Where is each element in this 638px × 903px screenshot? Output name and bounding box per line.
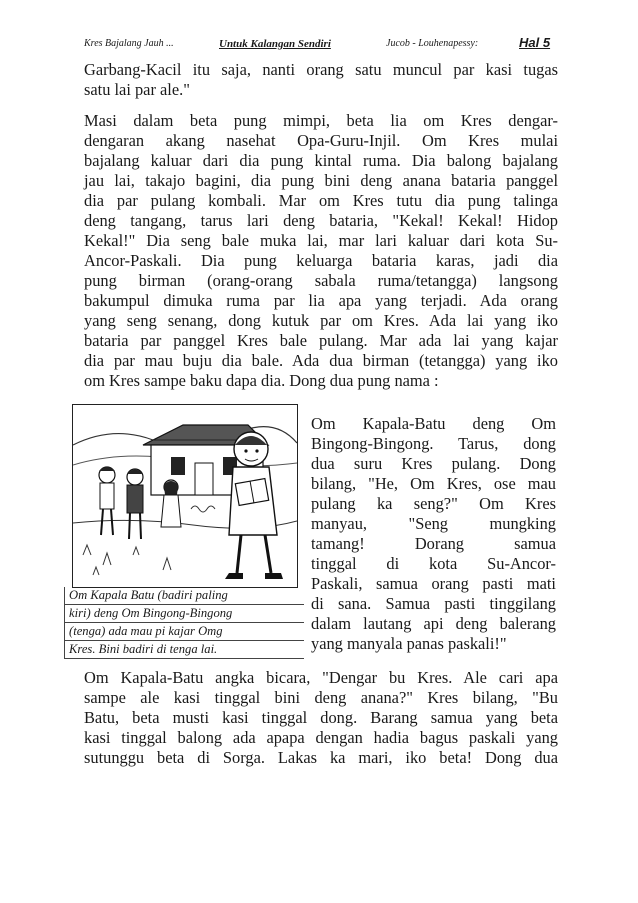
text-line: pung birman (orang-orang sabala ruma/tetangga) langsong xyxy=(84,271,558,290)
side-text-line: pulang ka seng?" Om Kres xyxy=(311,494,556,513)
text-line: om Kres sampe baku dapa dia. Dong dua pung nama : xyxy=(84,371,439,390)
side-text-line: di sana. Samua pasti tinggilang xyxy=(311,594,556,613)
side-text-line: bilang, "He, Om Kres, ose mau xyxy=(311,474,556,493)
text-line: deng tangang, tarus lari deng bataria, "Kekal! Kekal! Hidop xyxy=(84,211,558,230)
illustration-figure xyxy=(64,404,304,664)
figure-caption xyxy=(64,587,304,659)
text-line: bakumpul dimuka ruma par lia apa yang terjadi. Ada orang xyxy=(84,291,558,310)
illustration xyxy=(72,404,298,588)
side-text-line: Bingong-Bingong. Tarus, dong xyxy=(311,434,556,453)
text-line: satu lai par ale." xyxy=(84,80,190,99)
side-text-line: Paskali, samua orang pasti mati xyxy=(311,574,556,593)
header-notice: Untuk Kalangan Sendiri xyxy=(219,38,331,50)
text-line: Om Kapala-Batu angka bicara, "Dengar bu Kres. Ale cari apa xyxy=(84,668,558,687)
text-line: bajalang kaluar dari dia pung kintal ruma. Dia balong bajalang xyxy=(84,151,558,170)
text-line: bataria par panggel Kres bale pulang. Mar ada lai yang kajar xyxy=(84,331,558,350)
text-line: dengaran akang nasehat Opa-Guru-Injil. Om Kres mulai xyxy=(84,131,558,150)
caption-line: Om Kapala Batu (badiri paling xyxy=(64,587,304,605)
text-line: Batu, beta musti kasi tinggal dong. Barang samua yang beta xyxy=(84,708,558,727)
side-text-line: tamang! Dorang samua xyxy=(311,534,556,553)
text-line: dia par pulang kombali. Mar om Kres tutu dia pung talinga xyxy=(84,191,558,210)
text-line: Masi dalam beta pung mimpi, beta lia om Kres dengar- xyxy=(84,111,558,130)
side-text-line: dua suru Kres pulang. Dong xyxy=(311,454,556,473)
text-line: sampe ale kasi tinggal bini deng anana?" Kres bilang, "Bu xyxy=(84,688,558,707)
header-author: Jucob - Louhenapessy: xyxy=(386,38,479,49)
text-line: jau lai, takajo bagini, dia pung bini deng anana bataria panggel xyxy=(84,171,558,190)
header-page-number: Hal 5 xyxy=(519,35,551,50)
text-line: Kekal!" Dia seng bale muka lai, mar lari kaluar dari kota Su- xyxy=(84,231,558,250)
text-line: Garbang-Kacil itu saja, nanti orang satu muncul par kasi tugas xyxy=(84,60,558,79)
side-text-line: dalam lautang api deng balerang xyxy=(311,614,556,633)
caption-line: (tenga) ada mau pi kajar Omg xyxy=(64,623,304,641)
page-header xyxy=(84,34,574,56)
illustration-drawing xyxy=(73,405,297,587)
text-line: dia par mau buju dia bale. Ada dua birman (tetangga) yang iko xyxy=(84,351,558,370)
caption-line: Kres. Bini badiri di tenga lai. xyxy=(64,641,304,659)
side-text-line: Om Kapala-Batu deng Om xyxy=(311,414,556,433)
text-line: Ancor-Paskali. Dia pung keluarga bataria karas, jadi dia xyxy=(84,251,558,270)
side-text-line: manyau, "Seng mungking xyxy=(311,514,556,533)
caption-line: kiri) deng Om Bingong-Bingong xyxy=(64,605,304,623)
text-line: kasi tinggal balong ada apapa dengan hadia bagus paskali yang xyxy=(84,728,558,747)
header-book-title: Kres Bajalang Jauh ... xyxy=(84,38,174,49)
side-text-line: tinggal di kota Su-Ancor- xyxy=(311,554,556,573)
side-text-line: yang manyala panas paskali!" xyxy=(311,634,507,653)
text-line: sutunggu beta di Sorga. Lakas ka mari, iko beta! Dong dua xyxy=(84,748,558,767)
text-line: yang seng senang, dong kutuk par om Kres. Ada lai yang iko xyxy=(84,311,558,330)
